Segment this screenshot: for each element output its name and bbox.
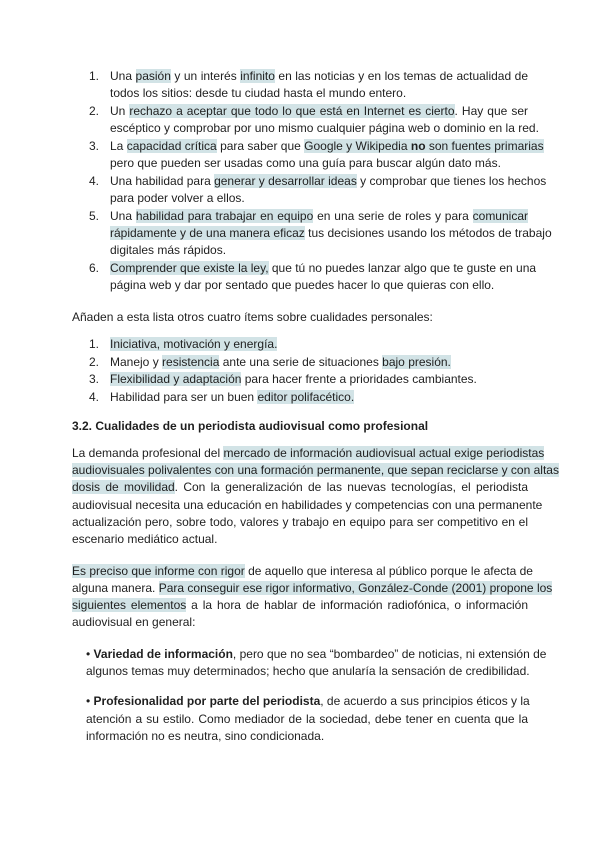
list-number: 5.	[89, 208, 100, 223]
text-run: Una	[110, 208, 136, 223]
highlighted-text: rápidamente y de una manera eficaz	[110, 225, 305, 240]
text-run: para poder volver a ellos.	[110, 190, 245, 205]
highlighted-text: Comprender que existe la ley,	[110, 260, 269, 275]
list-item	[72, 354, 528, 371]
highlighted-text: Es preciso que informe con rigor	[72, 563, 245, 578]
text-run: escenario mediático actual.	[72, 532, 218, 547]
highlighted-text: generar y desarrollar ideas	[214, 173, 357, 188]
text-run: y un interés	[170, 69, 241, 83]
text-line	[110, 138, 544, 155]
highlighted-text: habilidad para trabajar en equipo	[135, 208, 314, 223]
list-item	[72, 336, 528, 353]
text-run: actualización pero, sobre todo, valores y trabajo en equipo para ser competitivo en el	[72, 514, 528, 529]
text-line	[110, 242, 528, 259]
page-content	[72, 68, 559, 745]
text-run: •	[86, 646, 94, 661]
text-run: atención a su estilo. Como mediador de la sociedad, debe tener en cuenta que la	[86, 711, 528, 726]
text-line	[110, 103, 528, 120]
text-line	[110, 190, 528, 207]
list-item	[72, 68, 528, 102]
qualities-list	[72, 68, 552, 294]
text-line	[110, 225, 552, 242]
paragraph-rigor	[72, 563, 553, 632]
text-line	[72, 563, 533, 580]
text-run: para saber que	[216, 138, 305, 153]
text-run: que tú no puedes lanzar algo que te guste en una	[268, 260, 537, 275]
highlighted-text: mercado de información audiovisual actual exige periodistas	[223, 445, 545, 460]
text-line	[110, 371, 528, 388]
text-line	[110, 354, 528, 371]
text-run: Habilidad para ser un buen	[110, 390, 258, 405]
text-run: audiovisual en general:	[72, 615, 196, 630]
text-run: para hacer frente a prioridades cambiantes.	[241, 372, 477, 387]
text-line	[110, 85, 528, 102]
text-run: , pero que no sea “bombardeo” de noticias, ni extensión de	[232, 646, 547, 661]
text-run: en las noticias y en los temas de actualidad de	[274, 69, 529, 83]
text-line	[72, 597, 528, 614]
text-run: . Con la generalización de las nuevas tecnologías, el periodista	[174, 480, 528, 495]
text-run: algunos temas muy determinados; hecho que anularía la sensación de credibilidad.	[86, 664, 530, 679]
text-run: tus decisiones usando los métodos de trabajo	[304, 225, 552, 240]
personal-intro: Añaden a esta lista otros cuatro ítems sobre cualidades personales:	[72, 309, 433, 324]
text-run: alguna manera.	[72, 580, 159, 595]
text-run: de aquello que interesa al público porque le afecta de	[244, 563, 533, 578]
highlighted-text: Iniciativa, motivación y energía.	[110, 336, 278, 351]
personal-qualities-list	[72, 336, 528, 406]
text-line	[110, 336, 528, 353]
text-run: Manejo y	[110, 354, 163, 369]
text-run: La demanda profesional del	[72, 445, 224, 460]
text-line	[72, 514, 528, 531]
list-number: 4.	[89, 390, 100, 405]
text-run: La	[110, 138, 127, 153]
highlighted-text: capacidad crítica	[126, 138, 217, 153]
section-heading: 3.2. Cualidades de un periodista audiovisual como profesional	[72, 418, 429, 433]
text-run: escéptico y comprobar por uno mismo cualquier página web o dominio en la red.	[110, 121, 539, 136]
highlighted-text: dosis de movilidad	[72, 480, 175, 495]
text-line	[86, 728, 528, 745]
text-line	[110, 208, 528, 225]
text-line	[86, 693, 528, 710]
list-number: 4.	[89, 173, 100, 188]
text-run: información no es neutra, sino condicionada.	[86, 728, 325, 743]
text-run: en una serie de roles y para	[313, 208, 473, 223]
text-line	[72, 479, 528, 496]
list-number: 3.	[89, 372, 100, 387]
bold-text: Profesionalidad por parte del periodista	[93, 694, 321, 709]
text-line	[110, 260, 537, 277]
highlighted-text: Flexibilidad y adaptación	[110, 372, 242, 387]
list-item	[72, 103, 539, 137]
text-line	[72, 462, 559, 479]
highlighted-text: comunicar	[472, 208, 528, 223]
highlighted-text: son fuentes primarias	[425, 138, 544, 153]
highlighted-text: infinito	[240, 69, 275, 83]
text-line	[110, 120, 539, 137]
text-line	[72, 497, 543, 514]
text-line	[86, 711, 528, 728]
highlighted-text: no	[410, 138, 426, 153]
highlighted-text: resistencia	[162, 354, 220, 369]
list-number: 6.	[89, 260, 100, 275]
text-run: , de acuerdo a sus principios éticos y la	[320, 694, 530, 709]
highlighted-text: siguientes elementos	[72, 598, 187, 613]
text-run: Una	[110, 69, 136, 83]
paragraph-demand	[72, 445, 559, 549]
text-line	[86, 646, 547, 663]
text-line	[72, 580, 553, 597]
text-run: y comprobar que tienes los hechos	[356, 173, 547, 188]
text-run: . Hay que ser	[454, 103, 528, 118]
text-run: todos los sitios: desde tu ciudad hasta el mundo entero.	[110, 86, 407, 101]
highlighted-text: editor polifacético.	[257, 390, 355, 405]
list-number: 3.	[89, 138, 100, 153]
highlighted-text: audiovisuales polivalentes con una formación permanente, que sepan reciclarse y con altas	[72, 463, 559, 478]
highlighted-text: rechazo a aceptar que todo lo que está en Internet es cierto	[129, 103, 455, 118]
list-number: 2.	[89, 103, 100, 118]
text-line	[72, 445, 545, 462]
text-line	[110, 277, 528, 294]
text-run: Una habilidad para	[110, 173, 215, 188]
text-line	[110, 68, 528, 85]
list-item	[72, 389, 528, 406]
list-item	[72, 260, 537, 294]
list-number: 2.	[89, 354, 100, 369]
text-run: •	[86, 694, 94, 709]
bullet-item	[72, 646, 547, 681]
text-run: digitales más rápidos.	[110, 243, 227, 258]
elements-list	[72, 646, 547, 745]
list-item	[72, 371, 528, 388]
text-run: ante una serie de situaciones	[219, 354, 383, 369]
list-item	[72, 173, 547, 207]
list-number: 1.	[89, 336, 100, 351]
highlighted-text: Google y Wikipedia	[304, 138, 411, 153]
text-run: Un	[110, 103, 130, 118]
text-line	[110, 155, 528, 172]
text-line	[72, 614, 528, 631]
text-run: página web y dar por sentado que puedes hacer lo que quieras con ello.	[110, 277, 495, 292]
list-item	[72, 138, 544, 172]
text-run: a la hora de hablar de información radiofónica, o información	[186, 598, 528, 613]
list-number: 1.	[89, 69, 100, 83]
text-line	[110, 173, 547, 190]
text-line	[86, 663, 528, 680]
text-run: audiovisual necesita una educación en habilidades y competencias con una permanente	[72, 497, 543, 512]
bold-text: Variedad de información	[93, 646, 233, 661]
list-item	[72, 208, 552, 260]
highlighted-text: Para conseguir ese rigor informativo, González-Conde (2001) propone los	[158, 580, 553, 595]
bullet-item	[72, 693, 528, 745]
highlighted-text: bajo presión.	[382, 354, 451, 369]
highlighted-text: pasión	[135, 69, 171, 83]
text-line	[72, 531, 528, 548]
text-line	[110, 389, 528, 406]
text-run: pero que pueden ser usadas como una guía para buscar algún dato más.	[110, 156, 501, 171]
